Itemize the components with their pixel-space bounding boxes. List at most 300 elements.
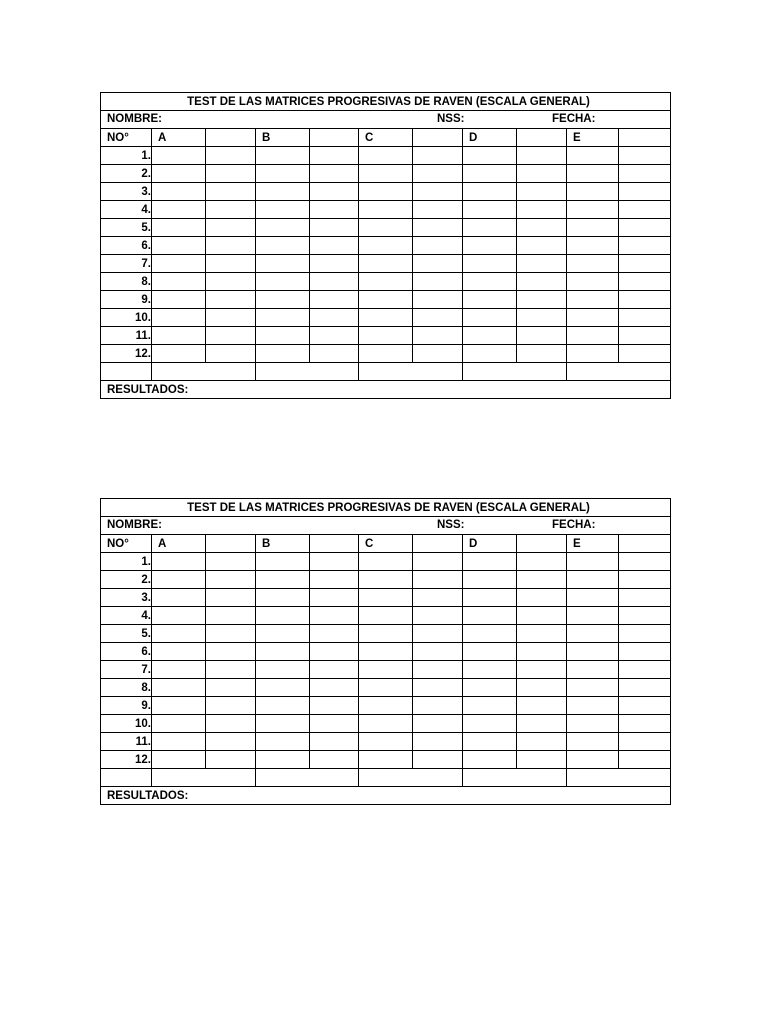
answer-cell[interactable] (152, 273, 206, 291)
answer-cell[interactable] (517, 183, 567, 201)
answer-cell[interactable] (619, 219, 671, 237)
answer-cell[interactable] (517, 643, 567, 661)
answer-cell[interactable] (152, 679, 206, 697)
item-row (101, 553, 671, 571)
subtotal-cell[interactable] (567, 769, 671, 787)
answer-cell[interactable] (152, 165, 206, 183)
answer-cell[interactable] (206, 679, 256, 697)
answer-cell[interactable] (256, 715, 310, 733)
answer-cell[interactable] (359, 255, 413, 273)
answer-cell[interactable] (567, 255, 619, 273)
answer-cell[interactable] (413, 201, 463, 219)
answer-cell[interactable] (256, 165, 310, 183)
answer-cell[interactable] (517, 715, 567, 733)
subtotal-cell[interactable] (152, 363, 256, 381)
answer-cell[interactable] (463, 571, 517, 589)
item-row (101, 679, 671, 697)
answer-cell[interactable] (256, 345, 310, 363)
answer-cell[interactable] (359, 697, 413, 715)
answer-cell[interactable] (463, 237, 517, 255)
item-row (101, 255, 671, 273)
answer-cell[interactable] (413, 589, 463, 607)
answer-cell[interactable] (619, 309, 671, 327)
answer-cell[interactable] (310, 291, 359, 309)
item-row (101, 661, 671, 679)
series-header: D (463, 129, 517, 147)
answer-cell[interactable] (619, 129, 671, 147)
answer-cell[interactable] (359, 219, 413, 237)
answer-cell[interactable] (567, 345, 619, 363)
answer-cell[interactable] (567, 553, 619, 571)
answer-cell[interactable] (413, 733, 463, 751)
item-number: 8. (101, 273, 152, 291)
answer-cell[interactable] (463, 733, 517, 751)
answer-cell[interactable] (517, 697, 567, 715)
answer-cell[interactable] (413, 751, 463, 769)
answer-cell[interactable] (413, 571, 463, 589)
answer-cell[interactable] (463, 291, 517, 309)
answer-table (100, 498, 671, 805)
answer-cell[interactable] (413, 697, 463, 715)
answer-cell[interactable] (619, 733, 671, 751)
answer-cell[interactable] (152, 589, 206, 607)
answer-cell[interactable] (619, 535, 671, 553)
answer-cell[interactable] (413, 643, 463, 661)
item-number: 5. (101, 625, 152, 643)
answer-cell[interactable] (413, 255, 463, 273)
answer-cell[interactable] (310, 309, 359, 327)
answer-cell[interactable] (206, 715, 256, 733)
subtotal-cell[interactable] (463, 769, 567, 787)
answer-cell[interactable] (359, 643, 413, 661)
answer-cell[interactable] (310, 625, 359, 643)
answer-cell[interactable] (619, 607, 671, 625)
answer-cell[interactable] (413, 273, 463, 291)
answer-cell[interactable] (359, 733, 413, 751)
answer-cell[interactable] (619, 553, 671, 571)
answer-cell[interactable] (413, 661, 463, 679)
answer-cell[interactable] (567, 327, 619, 345)
answer-cell[interactable] (517, 751, 567, 769)
answer-cell[interactable] (206, 183, 256, 201)
item-row (101, 697, 671, 715)
answer-cell[interactable] (567, 201, 619, 219)
answer-cell[interactable] (517, 129, 567, 147)
answer-cell[interactable] (152, 219, 206, 237)
answer-cell[interactable] (463, 327, 517, 345)
answer-cell[interactable] (256, 183, 310, 201)
answer-cell[interactable] (206, 697, 256, 715)
answer-cell[interactable] (152, 571, 206, 589)
answer-cell[interactable] (567, 165, 619, 183)
answer-cell[interactable] (310, 535, 359, 553)
subtotal-blank (101, 363, 152, 381)
answer-cell[interactable] (310, 661, 359, 679)
answer-cell[interactable] (206, 273, 256, 291)
answer-cell[interactable] (310, 237, 359, 255)
answer-cell[interactable] (517, 255, 567, 273)
answer-cell[interactable] (310, 147, 359, 165)
answer-cell[interactable] (413, 291, 463, 309)
answer-cell[interactable] (359, 273, 413, 291)
answer-cell[interactable] (517, 165, 567, 183)
answer-cell[interactable] (567, 183, 619, 201)
answer-cell[interactable] (463, 273, 517, 291)
answer-cell[interactable] (206, 237, 256, 255)
series-header: E (567, 535, 619, 553)
item-number: 4. (101, 201, 152, 219)
answer-cell[interactable] (463, 165, 517, 183)
item-row (101, 291, 671, 309)
answer-cell[interactable] (152, 625, 206, 643)
item-number: 9. (101, 697, 152, 715)
item-number: 2. (101, 165, 152, 183)
answer-cell[interactable] (310, 165, 359, 183)
answer-cell[interactable] (413, 219, 463, 237)
answer-cell[interactable] (206, 201, 256, 219)
answer-cell[interactable] (359, 201, 413, 219)
answer-cell[interactable] (152, 607, 206, 625)
answer-cell[interactable] (413, 129, 463, 147)
subtotal-cell[interactable] (152, 769, 256, 787)
answer-cell[interactable] (413, 715, 463, 733)
answer-cell[interactable] (256, 147, 310, 165)
answer-cell[interactable] (359, 661, 413, 679)
answer-cell[interactable] (310, 129, 359, 147)
answer-cell[interactable] (567, 751, 619, 769)
answer-cell[interactable] (359, 589, 413, 607)
answer-cell[interactable] (413, 607, 463, 625)
answer-cell[interactable] (359, 625, 413, 643)
resultados-label: RESULTADOS: (101, 381, 671, 399)
answer-cell[interactable] (567, 219, 619, 237)
answer-cell[interactable] (256, 643, 310, 661)
answer-cell[interactable] (310, 255, 359, 273)
answer-cell[interactable] (463, 715, 517, 733)
answer-cell[interactable] (256, 625, 310, 643)
answer-cell[interactable] (310, 201, 359, 219)
answer-cell[interactable] (359, 327, 413, 345)
series-header: B (256, 535, 310, 553)
answer-cell[interactable] (152, 553, 206, 571)
series-header: E (567, 129, 619, 147)
answer-cell[interactable] (517, 147, 567, 165)
answer-cell[interactable] (517, 291, 567, 309)
answer-cell[interactable] (359, 571, 413, 589)
answer-cell[interactable] (152, 345, 206, 363)
answer-cell[interactable] (413, 553, 463, 571)
answer-cell[interactable] (206, 661, 256, 679)
answer-cell[interactable] (152, 661, 206, 679)
answer-cell[interactable] (206, 327, 256, 345)
answer-cell[interactable] (256, 733, 310, 751)
answer-cell[interactable] (310, 751, 359, 769)
answer-cell[interactable] (152, 643, 206, 661)
answer-cell[interactable] (567, 607, 619, 625)
answer-cell[interactable] (152, 733, 206, 751)
answer-cell[interactable] (619, 661, 671, 679)
answer-cell[interactable] (206, 291, 256, 309)
answer-cell[interactable] (206, 553, 256, 571)
series-header: C (359, 535, 413, 553)
answer-cell[interactable] (152, 715, 206, 733)
answer-cell[interactable] (359, 147, 413, 165)
answer-cell[interactable] (310, 345, 359, 363)
answer-cell[interactable] (413, 183, 463, 201)
answer-cell[interactable] (517, 327, 567, 345)
answer-cell[interactable] (619, 715, 671, 733)
subtotal-cell[interactable] (567, 363, 671, 381)
answer-cell[interactable] (256, 327, 310, 345)
answer-cell[interactable] (152, 309, 206, 327)
answer-cell[interactable] (619, 327, 671, 345)
answer-cell[interactable] (152, 751, 206, 769)
answer-cell[interactable] (619, 291, 671, 309)
answer-cell[interactable] (310, 219, 359, 237)
answer-cell[interactable] (310, 571, 359, 589)
answer-cell[interactable] (152, 255, 206, 273)
answer-cell[interactable] (517, 607, 567, 625)
answer-cell[interactable] (206, 535, 256, 553)
answer-cell[interactable] (567, 589, 619, 607)
answer-cell[interactable] (152, 201, 206, 219)
answer-cell[interactable] (463, 219, 517, 237)
answer-cell[interactable] (152, 327, 206, 345)
item-row (101, 183, 671, 201)
answer-cell[interactable] (619, 697, 671, 715)
answer-cell[interactable] (619, 589, 671, 607)
answer-cell[interactable] (413, 165, 463, 183)
answer-cell[interactable] (567, 661, 619, 679)
nombre-label: NOMBRE: (107, 519, 162, 531)
item-number: 7. (101, 661, 152, 679)
answer-cell[interactable] (619, 679, 671, 697)
answer-cell[interactable] (463, 201, 517, 219)
subtotal-cell[interactable] (359, 363, 463, 381)
answer-cell[interactable] (256, 679, 310, 697)
answer-cell[interactable] (517, 679, 567, 697)
answer-cell[interactable] (619, 183, 671, 201)
answer-cell[interactable] (567, 291, 619, 309)
answer-cell[interactable] (359, 607, 413, 625)
answer-cell[interactable] (517, 589, 567, 607)
answer-cell[interactable] (206, 625, 256, 643)
answer-cell[interactable] (310, 327, 359, 345)
item-row (101, 643, 671, 661)
answer-cell[interactable] (413, 535, 463, 553)
answer-cell[interactable] (567, 625, 619, 643)
item-row (101, 571, 671, 589)
answer-cell[interactable] (310, 679, 359, 697)
answer-cell[interactable] (463, 661, 517, 679)
series-header: D (463, 535, 517, 553)
item-row (101, 201, 671, 219)
answer-cell[interactable] (256, 201, 310, 219)
answer-cell[interactable] (517, 309, 567, 327)
answer-cell[interactable] (619, 147, 671, 165)
subtotal-cell[interactable] (463, 363, 567, 381)
answer-cell[interactable] (310, 733, 359, 751)
answer-cell[interactable] (463, 309, 517, 327)
answer-cell[interactable] (619, 165, 671, 183)
answer-cell[interactable] (206, 571, 256, 589)
answer-cell[interactable] (413, 679, 463, 697)
subtotal-cell[interactable] (256, 769, 359, 787)
answer-cell[interactable] (206, 219, 256, 237)
answer-cell[interactable] (359, 345, 413, 363)
answer-cell[interactable] (517, 553, 567, 571)
answer-cell[interactable] (567, 147, 619, 165)
answer-cell[interactable] (359, 553, 413, 571)
answer-cell[interactable] (256, 571, 310, 589)
answer-cell[interactable] (619, 201, 671, 219)
answer-cell[interactable] (256, 751, 310, 769)
answer-cell[interactable] (413, 625, 463, 643)
answer-cell[interactable] (152, 291, 206, 309)
answer-cell[interactable] (517, 219, 567, 237)
answer-cell[interactable] (359, 751, 413, 769)
answer-cell[interactable] (463, 255, 517, 273)
answer-cell[interactable] (359, 165, 413, 183)
answer-cell[interactable] (256, 553, 310, 571)
answer-cell[interactable] (619, 345, 671, 363)
answer-cell[interactable] (517, 733, 567, 751)
answer-cell[interactable] (413, 309, 463, 327)
answer-cell[interactable] (206, 165, 256, 183)
answer-cell[interactable] (310, 273, 359, 291)
answer-cell[interactable] (206, 345, 256, 363)
answer-cell[interactable] (310, 589, 359, 607)
answer-cell[interactable] (567, 697, 619, 715)
fecha-label: FECHA: (552, 113, 596, 125)
answer-cell[interactable] (517, 625, 567, 643)
answer-cell[interactable] (463, 553, 517, 571)
answer-cell[interactable] (517, 661, 567, 679)
answer-cell[interactable] (567, 733, 619, 751)
answer-cell[interactable] (413, 327, 463, 345)
answer-cell[interactable] (152, 183, 206, 201)
answer-cell[interactable] (619, 273, 671, 291)
answer-cell[interactable] (517, 345, 567, 363)
answer-cell[interactable] (359, 309, 413, 327)
item-row (101, 327, 671, 345)
item-row (101, 237, 671, 255)
answer-cell[interactable] (619, 751, 671, 769)
nombre-label: NOMBRE: (107, 113, 162, 125)
answer-cell[interactable] (413, 237, 463, 255)
answer-cell[interactable] (206, 607, 256, 625)
answer-cell[interactable] (256, 273, 310, 291)
answer-cell[interactable] (359, 291, 413, 309)
answer-cell[interactable] (463, 183, 517, 201)
item-number: 6. (101, 237, 152, 255)
answer-cell[interactable] (152, 147, 206, 165)
answer-cell[interactable] (206, 309, 256, 327)
answer-cell[interactable] (619, 237, 671, 255)
answer-cell[interactable] (206, 147, 256, 165)
answer-cell[interactable] (567, 309, 619, 327)
answer-cell[interactable] (310, 643, 359, 661)
answer-cell[interactable] (517, 237, 567, 255)
answer-cell[interactable] (256, 589, 310, 607)
series-header: C (359, 129, 413, 147)
answer-cell[interactable] (206, 589, 256, 607)
item-number: 1. (101, 147, 152, 165)
item-number: 5. (101, 219, 152, 237)
answer-cell[interactable] (567, 571, 619, 589)
answer-cell[interactable] (413, 147, 463, 165)
answer-cell[interactable] (359, 715, 413, 733)
answer-cell[interactable] (310, 697, 359, 715)
item-number: 8. (101, 679, 152, 697)
answer-cell[interactable] (567, 643, 619, 661)
answer-cell[interactable] (567, 715, 619, 733)
answer-cell[interactable] (206, 643, 256, 661)
answer-cell[interactable] (359, 679, 413, 697)
answer-cell[interactable] (256, 237, 310, 255)
subtotal-cell[interactable] (359, 769, 463, 787)
item-number: 10. (101, 309, 152, 327)
answer-cell[interactable] (517, 201, 567, 219)
answer-cell[interactable] (619, 571, 671, 589)
answer-cell[interactable] (463, 679, 517, 697)
answer-cell[interactable] (256, 255, 310, 273)
answer-cell[interactable] (310, 553, 359, 571)
answer-cell[interactable] (256, 309, 310, 327)
answer-cell[interactable] (619, 643, 671, 661)
answer-cell[interactable] (310, 183, 359, 201)
answer-cell[interactable] (206, 129, 256, 147)
answer-cell[interactable] (619, 255, 671, 273)
answer-cell[interactable] (256, 219, 310, 237)
fecha-label: FECHA: (552, 519, 596, 531)
answer-cell[interactable] (256, 607, 310, 625)
answer-cell[interactable] (256, 661, 310, 679)
answer-cell[interactable] (310, 607, 359, 625)
answer-cell[interactable] (310, 715, 359, 733)
answer-cell[interactable] (359, 183, 413, 201)
subtotal-cell[interactable] (256, 363, 359, 381)
answer-cell[interactable] (619, 625, 671, 643)
answer-cell[interactable] (463, 643, 517, 661)
answer-cell[interactable] (463, 751, 517, 769)
answer-cell[interactable] (206, 733, 256, 751)
answer-cell[interactable] (413, 345, 463, 363)
answer-cell[interactable] (463, 625, 517, 643)
answer-cell[interactable] (517, 273, 567, 291)
answer-cell[interactable] (359, 237, 413, 255)
answer-cell[interactable] (206, 751, 256, 769)
answer-cell[interactable] (206, 255, 256, 273)
answer-cell[interactable] (517, 535, 567, 553)
answer-cell[interactable] (463, 147, 517, 165)
answer-cell[interactable] (152, 697, 206, 715)
answer-cell[interactable] (463, 607, 517, 625)
item-row (101, 751, 671, 769)
answer-cell[interactable] (567, 679, 619, 697)
item-row (101, 147, 671, 165)
answer-cell[interactable] (463, 345, 517, 363)
answer-cell[interactable] (463, 589, 517, 607)
answer-cell[interactable] (567, 237, 619, 255)
answer-cell[interactable] (567, 273, 619, 291)
answer-cell[interactable] (152, 237, 206, 255)
answer-cell[interactable] (256, 291, 310, 309)
answer-cell[interactable] (517, 571, 567, 589)
answer-cell[interactable] (463, 697, 517, 715)
answer-cell[interactable] (256, 697, 310, 715)
answer-sheet-2 (100, 498, 668, 805)
